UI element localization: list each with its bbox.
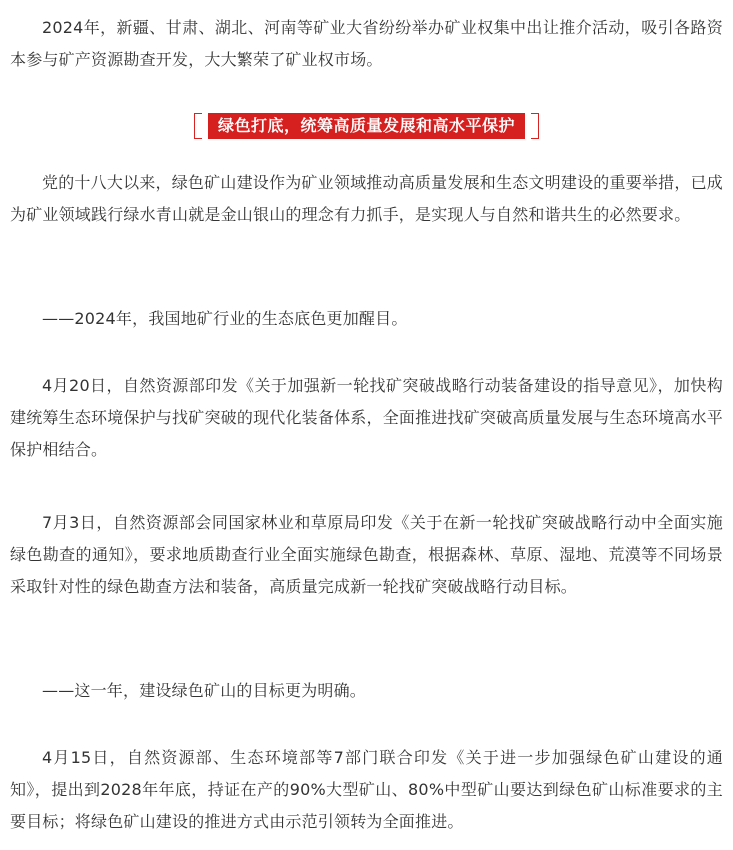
paragraph-2: ——2024年，我国地矿行业的生态底色更加醒目。 (42, 309, 408, 328)
paragraph-3: 4月20日，自然资源部印发《关于加强新一轮找矿突破战略行动装备建设的指导意见》，加快构建统筹生态环境保护与找矿突破的现代化装备体系，全面推进找矿突破高质量发展与生态环境高水平保护相结合。 (10, 376, 723, 459)
paragraph-6: 4月15日，自然资源部、生态环境部等7部门联合印发《关于进一步加强绿色矿山建设的通知》，提出到2028年年底，持证在产的90%大型矿山、80%中型矿山要达到绿色矿山标准要求的主要目标；将绿色矿山建设的推进方式由示范引领转为全面推进。 (10, 748, 723, 831)
section-heading-label: 绿色打底，统筹高质量发展和高水平保护 (208, 113, 525, 139)
paragraph-1: 党的十八大以来，绿色矿山建设作为矿业领域推动高质量发展和生态文明建设的重要举措，已成为矿业领域践行绿水青山就是金山银山的理念有力抓手，是实现人与自然和谐共生的必然要求。 (10, 173, 723, 224)
paragraph-intro: 2024年，新疆、甘肃、湖北、河南等矿业大省纷纷举办矿业权集中出让推介活动，吸引各路资本参与矿产资源勘查开发，大大繁荣了矿业权市场。 (10, 18, 723, 69)
section-heading (0, 111, 733, 141)
paragraph-4: 7月3日，自然资源部会同国家林业和草原局印发《关于在新一轮找矿突破战略行动中全面实施绿色勘查的通知》，要求地质勘查行业全面实施绿色勘查，根据森林、草原、湿地、荒漠等不同场景采取针对性的绿色勘查方法和装备，高质量完成新一轮找矿突破战略行动目标。 (10, 513, 723, 596)
left-bracket-decoration (194, 113, 202, 139)
right-bracket-decoration (531, 113, 539, 139)
paragraph-5: ——这一年，建设绿色矿山的目标更为明确。 (42, 681, 367, 700)
